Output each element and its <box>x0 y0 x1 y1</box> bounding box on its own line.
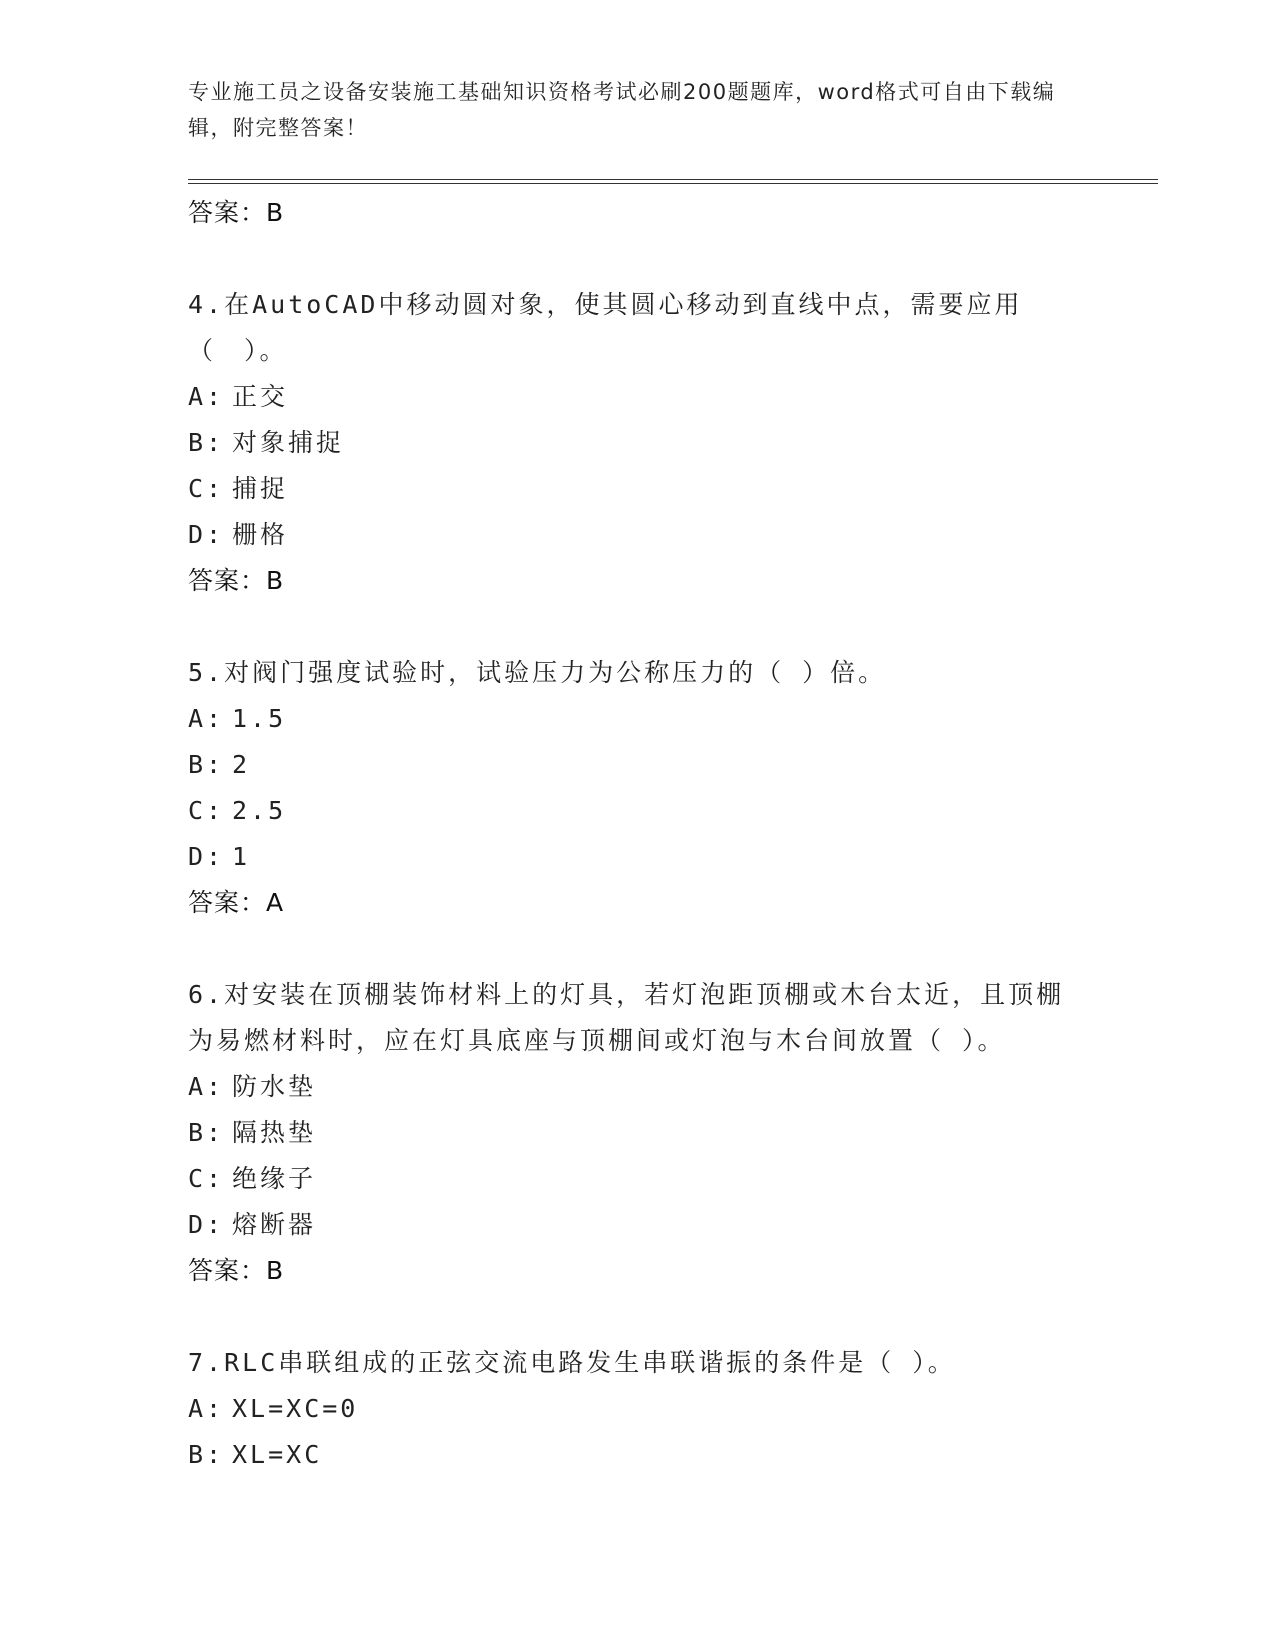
option-text: 2 <box>232 750 251 779</box>
option-text: XL=XC=0 <box>232 1394 359 1423</box>
option-d <box>188 512 1068 558</box>
document-header-title: 专业施工员之设备安装施工基础知识资格考试必刷200题题库，word格式可自由下载编辑，附完整答案！ <box>188 80 1056 140</box>
question-text: 4.在AutoCAD中移动圆对象，使其圆心移动到直线中点，需要应用（ ）。 <box>188 290 1023 365</box>
option-b <box>188 420 1068 466</box>
option-text: 隔热垫 <box>232 1118 317 1147</box>
option-b <box>188 742 1068 788</box>
option-a <box>188 696 1068 742</box>
option-text: 1.5 <box>232 704 287 733</box>
question-block-6 <box>188 972 1068 1294</box>
option-label: A: <box>188 1072 225 1101</box>
option-label: B: <box>188 1118 225 1147</box>
option-d <box>188 834 1068 880</box>
question-text: 5.对阀门强度试验时，试验压力为公称压力的（ ）倍。 <box>188 658 887 687</box>
option-a <box>188 1064 1068 1110</box>
option-label: C: <box>188 1164 225 1193</box>
header-divider-line <box>188 179 1158 180</box>
option-a <box>188 374 1068 420</box>
option-text: 1 <box>232 842 251 871</box>
question-text: 6.对安装在顶棚装饰材料上的灯具，若灯泡距顶棚或木台太近，且顶棚为易燃材料时，应在灯具底座与顶棚间或灯泡与木台间放置（ ）。 <box>188 980 1065 1055</box>
option-text: 绝缘子 <box>232 1164 317 1193</box>
option-label: A: <box>188 382 225 411</box>
option-text: 2.5 <box>232 796 287 825</box>
option-label: B: <box>188 428 225 457</box>
option-label: B: <box>188 1440 225 1469</box>
option-label: A: <box>188 704 225 733</box>
option-text: 栅格 <box>232 520 289 549</box>
question-block-4 <box>188 282 1068 604</box>
option-d <box>188 1202 1068 1248</box>
answer-line: 答案：B <box>188 1256 285 1285</box>
question-block-7 <box>188 1340 1068 1478</box>
option-text: XL=XC <box>232 1440 323 1469</box>
option-text: 捕捉 <box>232 474 289 503</box>
option-a <box>188 1386 1068 1432</box>
option-text: 防水垫 <box>232 1072 317 1101</box>
answer-line: 答案：B <box>188 566 285 595</box>
answer-line: 答案：A <box>188 888 285 917</box>
option-label: A: <box>188 1394 225 1423</box>
option-b <box>188 1110 1068 1156</box>
option-label: D: <box>188 520 225 549</box>
option-c <box>188 466 1068 512</box>
question-text: 7.RLC串联组成的正弦交流电路发生串联谐振的条件是（ ）。 <box>188 1348 956 1377</box>
option-c <box>188 788 1068 834</box>
option-text: 对象捕捉 <box>232 428 345 457</box>
option-label: C: <box>188 796 225 825</box>
option-label: D: <box>188 842 225 871</box>
option-b <box>188 1432 1068 1478</box>
option-text: 正交 <box>232 382 289 411</box>
header-divider-line-secondary <box>188 183 1158 184</box>
option-label: B: <box>188 750 225 779</box>
question-block-5 <box>188 650 1068 926</box>
question-list <box>188 190 1068 1478</box>
answer-line: 答案：B <box>188 198 285 227</box>
option-text: 熔断器 <box>232 1210 317 1239</box>
option-c <box>188 1156 1068 1202</box>
option-label: C: <box>188 474 225 503</box>
option-label: D: <box>188 1210 225 1239</box>
